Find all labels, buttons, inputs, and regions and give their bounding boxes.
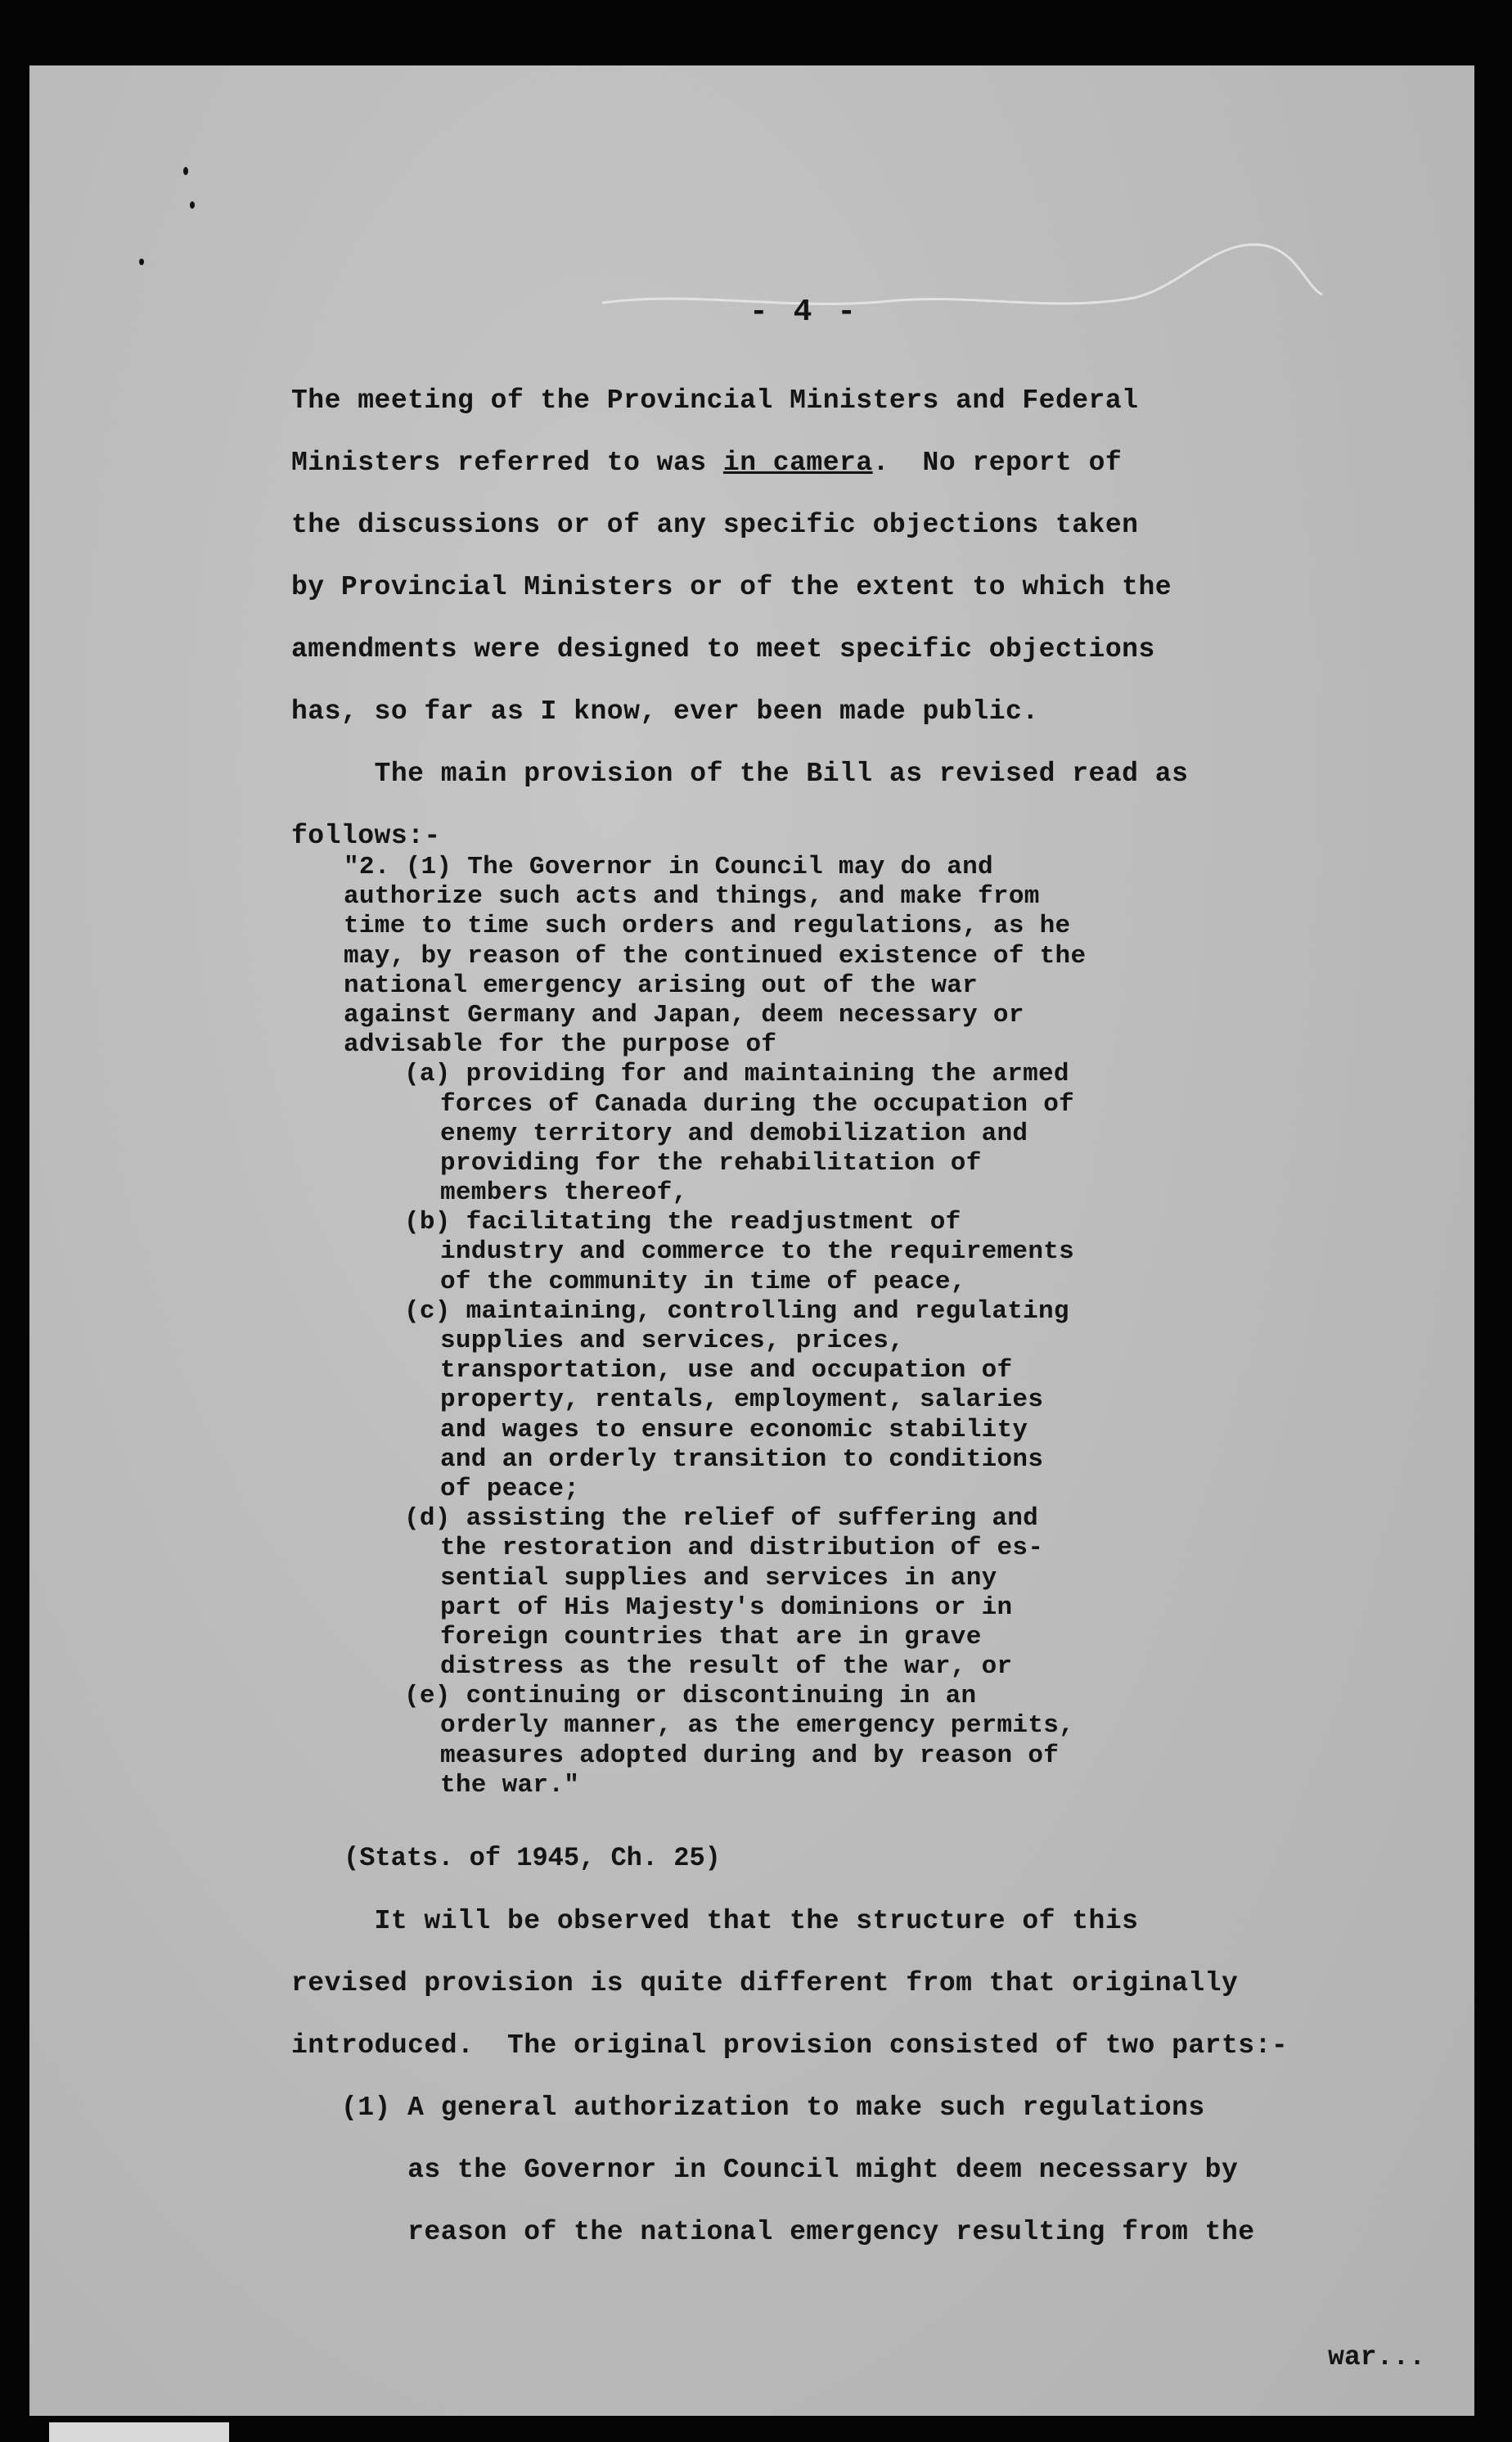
text-segment: by Provincial Ministers or of the extent to which the <box>291 572 1172 602</box>
text-line <box>291 556 1355 619</box>
text-segment: . No report of <box>872 448 1123 478</box>
text-line: reason of the national emergency resulting from the <box>291 2217 1255 2247</box>
quoted-provision <box>344 853 1086 1800</box>
text-line <box>291 619 1355 681</box>
text-line: part of His Majesty's dominions or in <box>440 1593 1013 1622</box>
text-line: of peace; <box>440 1474 580 1503</box>
clause-item <box>344 1208 1086 1297</box>
text-line: forces of Canada during the occupation of <box>440 1089 1075 1119</box>
text-line: the restoration and distribution of es- <box>440 1534 1044 1563</box>
text-line: property, rentals, employment, salaries <box>440 1385 1044 1415</box>
text-line: and wages to ensure economic stability <box>440 1415 1028 1444</box>
clause-item <box>344 1060 1086 1208</box>
text-line: of the community in time of peace, <box>440 1267 966 1296</box>
text-line: (1) A general authorization to make such regulations <box>291 2093 1205 2123</box>
text-line: foreign countries that are in grave <box>440 1622 982 1651</box>
pencil-scribble <box>594 213 1330 327</box>
text-line: supplies and services, prices, <box>440 1327 905 1355</box>
citation: (Stats. of 1945, Ch. 25) <box>344 1843 721 1873</box>
clause-item <box>344 1682 1086 1800</box>
text-line <box>291 432 1355 494</box>
clause-item <box>344 1504 1086 1682</box>
text-line: (e) continuing or discontinuing in an <box>404 1682 977 1711</box>
text-segment: Ministers referred to was <box>291 448 723 478</box>
intro-paragraph <box>291 743 1355 867</box>
text-line: against Germany and Japan, deem necessary or <box>344 1000 1024 1030</box>
margin-mark <box>139 259 144 265</box>
text-line: members thereof, <box>440 1178 688 1208</box>
opening-paragraph <box>291 370 1355 743</box>
document-page <box>29 65 1474 2416</box>
text-line: The main provision of the Bill as revised read as <box>291 759 1189 789</box>
text-line: time to time such orders and regulations, as he <box>344 912 1071 941</box>
underlined-phrase: in camera <box>722 448 873 478</box>
text-line: (a) providing for and maintaining the armed <box>404 1060 1069 1089</box>
text-line: and an orderly transition to conditions <box>440 1444 1044 1474</box>
text-line <box>291 681 1355 743</box>
text-line: may, by reason of the continued existence of the <box>344 941 1087 971</box>
text-line: national emergency arising out of the war <box>344 971 979 1000</box>
text-line: measures adopted during and by reason of <box>440 1741 1060 1770</box>
text-line: distress as the result of the war, or <box>440 1652 1013 1682</box>
page-number: - 4 - <box>749 295 860 330</box>
text-line: (b) facilitating the readjustment of <box>404 1208 961 1237</box>
text-segment: has, so far as I know, ever been made public. <box>291 696 1039 727</box>
text-segment: The meeting of the Provincial Ministers and Federal <box>291 385 1139 416</box>
text-line: enemy territory and demobilization and <box>440 1119 1028 1148</box>
clause-item <box>344 1297 1086 1504</box>
text-line: advisable for the purpose of <box>344 1030 777 1060</box>
text-line: authorize such acts and things, and make from <box>344 882 1040 912</box>
film-label <box>49 2422 229 2442</box>
text-line: introduced. The original provision consisted of two parts:- <box>291 2030 1289 2061</box>
margin-mark <box>183 167 188 175</box>
text-line <box>291 370 1355 432</box>
text-line: follows:- <box>291 821 441 851</box>
text-line: industry and commerce to the requirements <box>440 1237 1075 1267</box>
text-line: "2. (1) The Governor in Council may do and <box>344 853 993 881</box>
text-line: (c) maintaining, controlling and regulating <box>404 1296 1069 1326</box>
text-line: providing for the rehabilitation of <box>440 1148 982 1178</box>
margin-mark <box>190 201 195 209</box>
text-line: the war." <box>440 1770 580 1800</box>
text-line: orderly manner, as the emergency permits, <box>440 1711 1075 1741</box>
text-line: (d) assisting the relief of suffering and <box>404 1504 1039 1534</box>
text-segment: amendments were designed to meet specific objections <box>291 634 1155 665</box>
text-line: revised provision is quite different from that originally <box>291 1968 1239 1998</box>
text-segment: the discussions or of any specific objections taken <box>291 510 1139 540</box>
text-line: as the Governor in Council might deem necessary by <box>291 2155 1239 2185</box>
catchword: war... <box>1328 2342 1425 2372</box>
text-line: It will be observed that the structure of this <box>291 1906 1139 1936</box>
text-line: sential supplies and services in any <box>440 1563 997 1593</box>
text-line: transportation, use and occupation of <box>440 1356 1013 1385</box>
text-line <box>291 494 1355 556</box>
closing-paragraph <box>291 1890 1355 2264</box>
